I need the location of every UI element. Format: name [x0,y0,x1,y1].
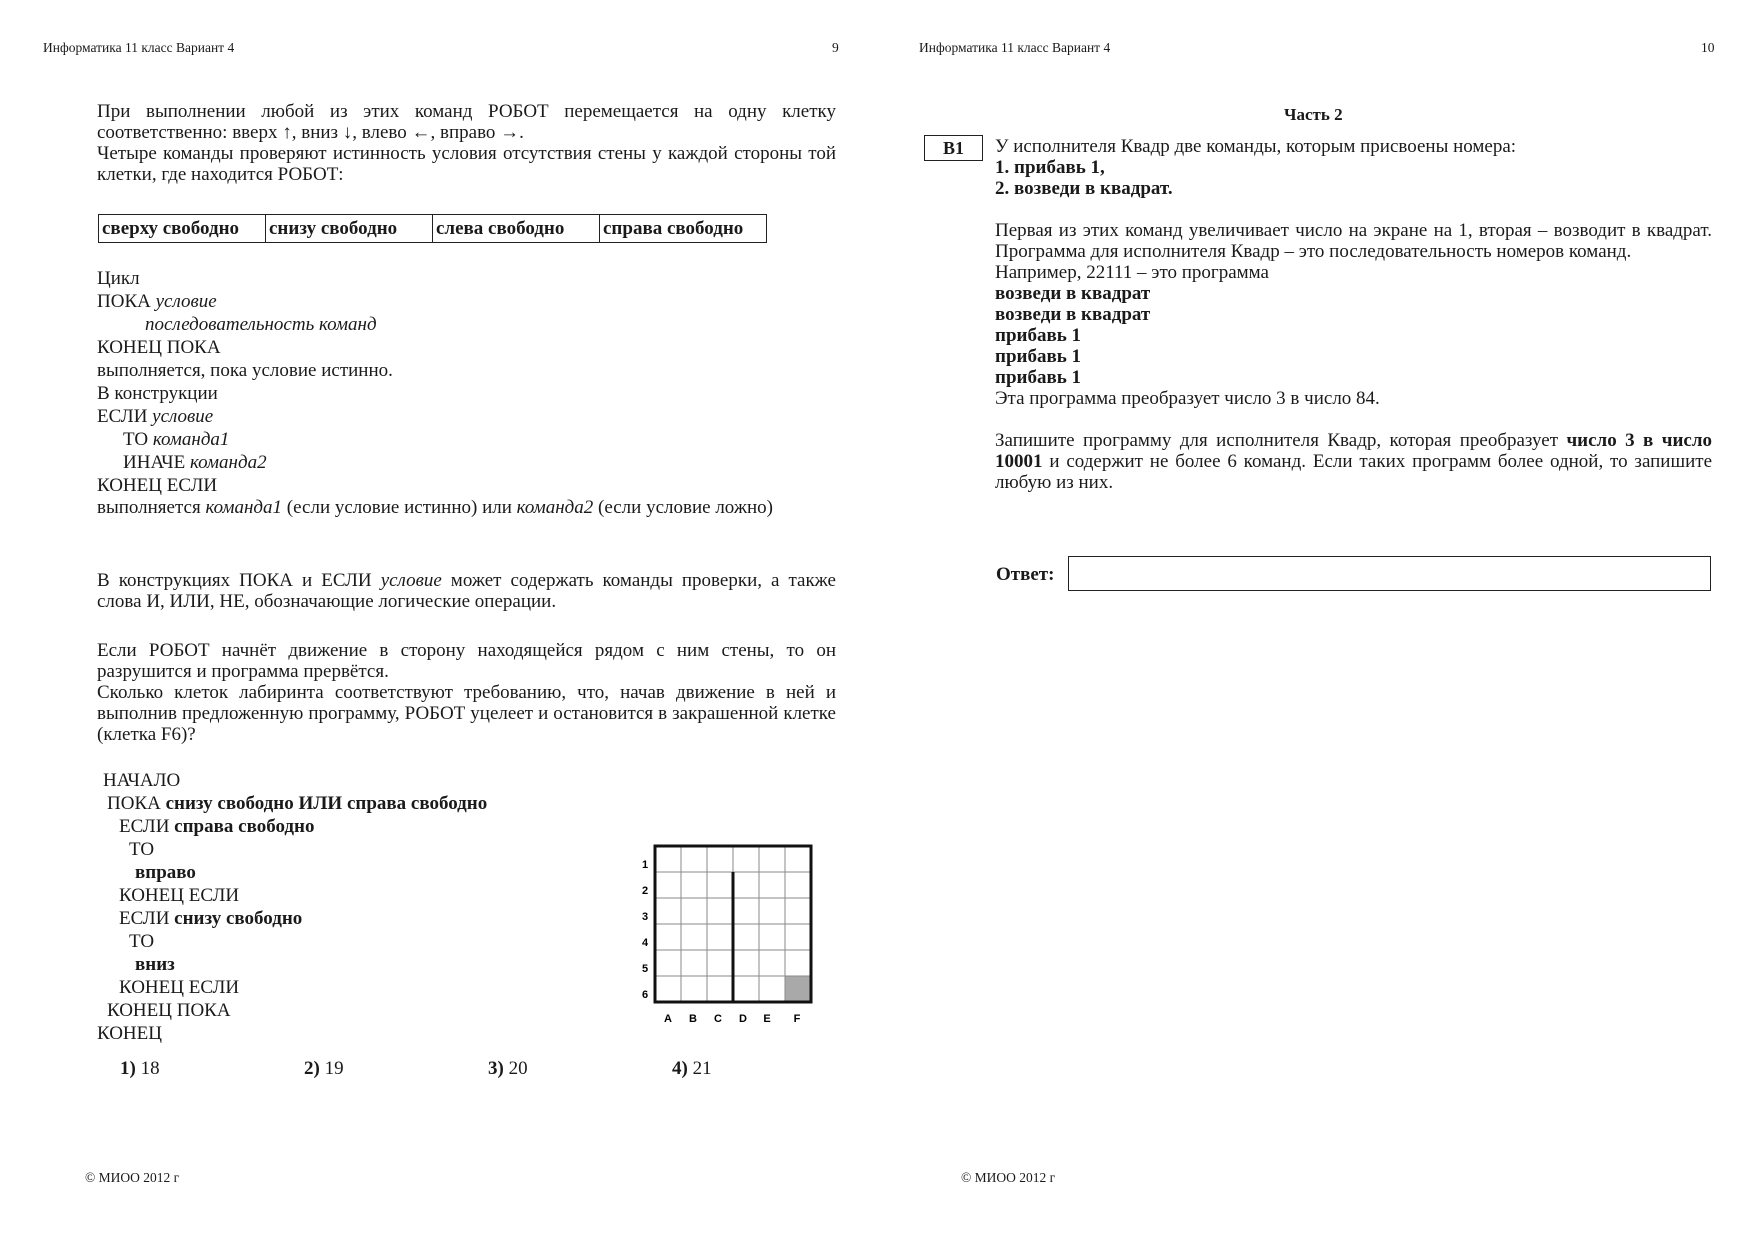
part-title: Часть 2 [1284,105,1343,124]
if-explain: выполняется команда1 (если условие истинно) или команда2 (если условие ложно) [97,497,773,518]
conditions-table [98,214,767,243]
if-line-else: ИНАЧЕ команда2 [123,452,267,473]
grid-col-labels [664,1013,801,1025]
col-label-d: D [739,1013,747,1025]
col-label-a: A [664,1013,672,1025]
if-line-if: ЕСЛИ условие [97,406,214,427]
right-page-number: 10 [1701,40,1715,55]
command-add-one: 1. прибавь 1, [995,157,1105,178]
right-header-subject: Информатика 11 класс Вариант 4 [919,40,1111,55]
condition-top-free: сверху свободно [99,215,266,243]
condition-right-free: справа свободно [600,215,767,243]
answer-field[interactable] [1068,556,1711,591]
example-step-4: прибавь 1 [995,346,1082,367]
condition-bottom-free: снизу свободно [266,215,433,243]
task-label-b1: B1 [924,135,983,161]
command-square: 2. возведи в квадрат. [995,178,1173,199]
example-step-3: прибавь 1 [995,325,1082,346]
program-move-right: вправо [135,862,196,883]
grid-row-labels [642,859,649,1001]
program-endif-1: КОНЕЦ ЕСЛИ [119,885,240,906]
example-intro: Например, 22111 – это программа [995,262,1269,283]
row-label-2: 2 [642,885,649,897]
answer-label: Ответ: [996,564,1055,585]
task-b1-body [995,136,1712,493]
row-label-1: 1 [642,859,649,871]
program-if-down: ЕСЛИ снизу свободно [119,908,303,929]
answer-option-1[interactable]: 1) 18 [120,1058,160,1079]
task-intro: У исполнителя Квадр две команды, которым присвоены номера: [995,136,1517,157]
right-footer: © МИОО 2012 г [961,1170,1056,1185]
task-question: Запишите программу для исполнителя Квадр, которая преобразует число 3 в число 10001 и содержит не более 6 команд. Если таких программ более одной, то запишите любую из них. [995,430,1712,493]
intro-paragraph-checks: Четыре команды проверяют истинность условия отсутствия стены у каждой стороны той клетки, где находится РОБОТ: [97,143,836,185]
row-label-5: 5 [642,963,649,975]
left-header-subject: Информатика 11 класс Вариант 4 [43,40,235,55]
paragraph-wall: Если РОБОТ начнёт движение в сторону находящейся рядом с ним стены, то он разрушится и программа прервётся. [97,640,836,682]
program-while: ПОКА снизу свободно ИЛИ справа свободно [107,793,488,814]
program-start: НАЧАЛО [103,770,181,791]
program-end: КОНЕЦ [97,1023,162,1044]
program-listing [97,769,487,1045]
if-line-then: ТО команда1 [123,429,230,450]
paragraph-conditions: В конструкциях ПОКА и ЕСЛИ условие может содержать команды проверки, а также слова И, ИЛИ, НЕ, обозначающие логические операции. [97,570,836,612]
loop-description [97,267,836,518]
program-endif-2: КОНЕЦ ЕСЛИ [119,977,240,998]
program-move-down: вниз [135,954,175,975]
if-line-intro: В конструкции [97,383,218,404]
paragraph-question-block [97,640,836,745]
example-result: Эта программа преобразует число 3 в число 84. [995,388,1380,409]
loop-line-while: ПОКА условие [97,291,217,312]
left-intro [97,101,836,185]
if-line-end: КОНЕЦ ЕСЛИ [97,475,218,496]
answer-option-4[interactable]: 4) 21 [672,1058,712,1079]
answer-option-2[interactable]: 2) 19 [304,1058,344,1079]
example-step-2: возведи в квадрат [995,304,1151,325]
condition-left-free: слева свободно [433,215,600,243]
loop-line-commands: последовательность команд [145,314,377,335]
row-label-6: 6 [642,989,649,1001]
loop-line-cycle: Цикл [97,268,140,289]
program-if-right: ЕСЛИ справа свободно [119,816,315,837]
task-description: Первая из этих команд увеличивает число на экране на 1, вторая – возводит в квадрат. Программа для исполнителя Квадр – это последовательность номеров команд. [995,220,1712,262]
answer-option-3[interactable]: 3) 20 [488,1058,528,1079]
maze-grid [630,835,820,1035]
loop-line-explain: выполняется, пока условие истинно. [97,360,393,381]
col-label-e: E [763,1013,771,1025]
intro-paragraph-moves: При выполнении любой из этих команд РОБОТ перемещается на одну клетку соответственно: вверх ↑, вниз ↓, влево ←, вправо →. [97,101,836,143]
question-text: Сколько клеток лабиринта соответствуют требованию, что, начав движение в ней и выполнив предложенную программу, РОБОТ уцелеет и остановится в закрашенной клетке (клетка F6)? [97,682,836,745]
example-step-1: возведи в квадрат [995,283,1151,304]
program-then-1: ТО [129,839,155,860]
left-page-number: 9 [832,40,839,55]
col-label-b: B [689,1013,697,1025]
loop-line-end: КОНЕЦ ПОКА [97,337,221,358]
col-label-c: C [714,1013,722,1025]
program-then-2: ТО [129,931,155,952]
col-label-f: F [793,1013,801,1025]
row-label-3: 3 [642,911,649,923]
row-label-4: 4 [642,937,649,949]
example-step-5: прибавь 1 [995,367,1082,388]
program-endwhile: КОНЕЦ ПОКА [107,1000,231,1021]
left-footer: © МИОО 2012 г [85,1170,180,1185]
shaded-cell-f6 [785,976,811,1002]
